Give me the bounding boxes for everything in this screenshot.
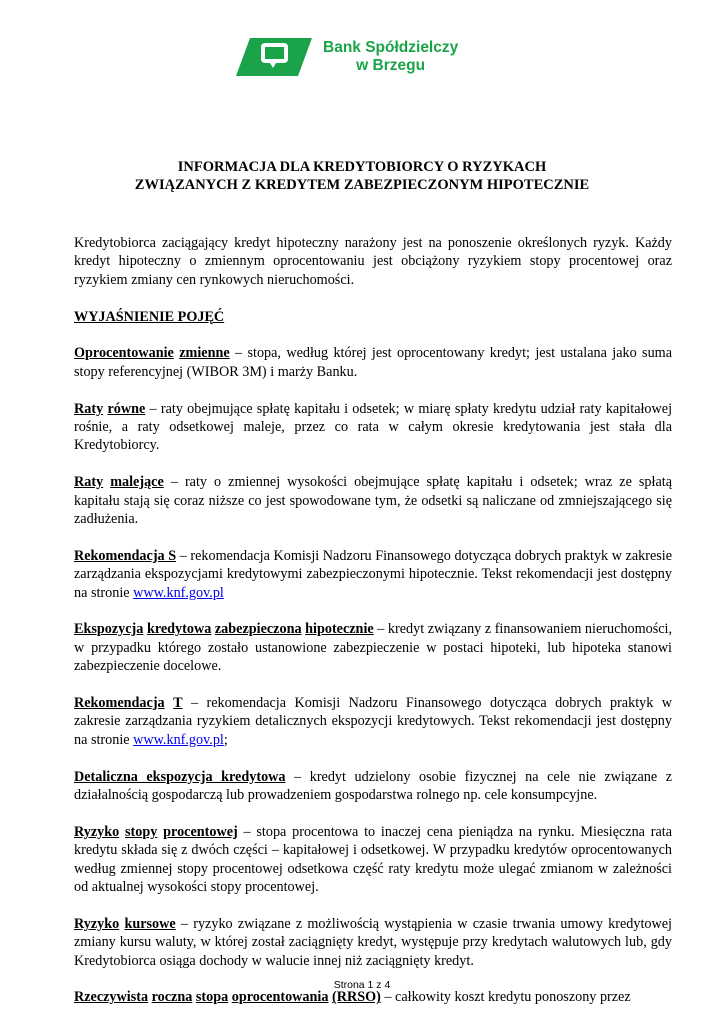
term: (RRSO) — [331, 989, 381, 1006]
definition-text: – ryzyko związane z możliwością wystąpienia w czasie trwania umowy kredytowej zmiany kursu waluty, w której został zaciągnięty kredyt, występuje przy kredytach walutowych lub, gdy Kredytobiorca osiąga dochody w walucie innej niż zaciągnięty kredyt. — [74, 915, 673, 969]
term: stopa — [195, 989, 229, 1006]
definition-rekomendacja-s — [74, 547, 672, 602]
page-number: Strona 1 z 4 — [333, 979, 391, 991]
title-line1: INFORMACJA DLA KREDYTOBIORCY O RYZYKACH — [177, 159, 547, 175]
intro-paragraph: Kredytobiorca zaciągający kredyt hipoteczny narażony jest na ponoszenie określonych ryzyk. Każdy kredyt hipoteczny o zmiennym oprocentowaniu jest obciążony ryzykiem stopy procentowej oraz ryzykiem zmiany cen rynkowych nieruchomości. — [74, 235, 672, 288]
definition-oprocentowanie — [74, 344, 672, 381]
definition-text: – stopa procentowa to inaczej cena pieniądza na rynku. Miesięczna rata kredytu składa się z dwóch części – kapitałowej i odsetkowej. W przypadku kredytów oprocentowanych według zmiennej stopy procentowej odsetkowa część raty kredytu może ulegać zmianom w zależności od aktualnej wysokości stopy procentowej. — [74, 823, 673, 896]
title-line2: ZWIĄZANYCH Z KREDYTEM ZABEZPIECZONYM HIPOTECZNIE — [134, 177, 590, 193]
term: zmienne — [179, 345, 230, 362]
definition-raty-rowne — [74, 400, 672, 455]
term: Ekspozycja — [74, 621, 144, 638]
term: zabezpieczona — [214, 621, 302, 638]
term: Rekomendacja S — [74, 547, 177, 564]
bank-logo — [236, 38, 458, 76]
term: hipotecznie — [305, 621, 374, 638]
bank-name — [323, 39, 458, 75]
definition-text: – raty obejmujące spłatę kapitału i odsetek; w miarę spłaty kredytu udział raty kapitałowej rośnie, a raty odsetkowej maleje, przez co rata w całym okresie kredytowania jest stała dla Kredytobiorcy. — [74, 400, 673, 454]
definition-text: – raty o zmiennej wysokości obejmujące spłatę kapitału i odsetek; wraz ze spłatą kapitału stają się coraz niższe co jest spowodowane tym, że odsetki są naliczane od zmniejszającego się zadłużenia. — [74, 474, 672, 528]
term: Raty — [74, 474, 104, 491]
definition-text: – kredyt udzielony osobie fizycznej na cele nie związane z działalnością gospodarczą lub prowadzeniem gospodarstwa rolnego np. cele konsumpcyjne. — [74, 768, 672, 804]
knf-link[interactable]: www.knf.gov.pl — [133, 584, 224, 601]
term: roczna — [151, 989, 193, 1006]
term: Detaliczna ekspozycja kredytowa — [74, 768, 286, 785]
term: kredytowa — [146, 621, 212, 638]
bank-name-line2: w Brzegu — [356, 57, 426, 74]
definition-text: – rekomendacja Komisji Nadzoru Finansowego dotycząca dobrych praktyk w zakresie zarządzania ryzykiem detalicznych ekspozycji kredytowych. Tekst rekomendacji jest dostępny na stronie — [74, 695, 672, 748]
definition-suffix: ; — [223, 731, 228, 748]
section-heading: WYJAŚNIENIE POJĘĆ — [74, 308, 225, 325]
term: stopy — [125, 823, 158, 840]
term: oprocentowania — [231, 989, 329, 1006]
term: kursowe — [124, 915, 176, 932]
definition-text: – rekomendacja Komisji Nadzoru Finansowego dotycząca dobrych praktyk w zakresie zarządzania ekspozycjami kredytowymi zabezpieczonymi hipotecznie. Tekst rekomendacji jest dostępny na stronie — [74, 547, 672, 601]
term: równe — [107, 400, 146, 417]
term: T — [173, 695, 183, 712]
definition-text: – stopa, według której jest oprocentowany kredyt; jest ustalana jako suma stopy referencyjnej (WIBOR 3M) i marży Banku. — [74, 345, 673, 380]
term: malejące — [110, 474, 164, 491]
definition-rrso — [74, 988, 672, 1006]
term: Raty — [74, 400, 104, 417]
bank-name-line1: Bank Spółdzielczy — [323, 39, 459, 56]
term: Ryzyko — [74, 823, 120, 840]
definition-rekomendacja-t — [74, 694, 672, 749]
term: Oprocentowanie — [74, 345, 174, 362]
term: Rzeczywista — [74, 989, 149, 1006]
definition-detaliczna — [74, 768, 672, 805]
document-title — [0, 158, 724, 194]
knf-link[interactable]: www.knf.gov.pl — [133, 731, 224, 748]
definition-text: – całkowity koszt kredytu ponoszony przez — [380, 989, 631, 1006]
bank-logo-icon — [236, 38, 312, 76]
term: Ryzyko — [74, 915, 120, 932]
definition-text: – kredyt związany z finansowaniem nieruchomości, w przypadku którego zostało ustanowione zabezpieczenie w postaci hipoteki, lub hipoteka stanowi zabezpieczenie docelowe. — [74, 621, 672, 675]
definition-ryzyko-kursowe — [74, 915, 672, 970]
term: Rekomendacja — [74, 695, 165, 712]
document-body — [74, 234, 672, 1007]
term: procentowej — [163, 823, 238, 840]
definition-ryzyko-stopy — [74, 823, 672, 897]
definition-ekspozycja — [74, 620, 672, 675]
definition-raty-malejace — [74, 473, 672, 528]
